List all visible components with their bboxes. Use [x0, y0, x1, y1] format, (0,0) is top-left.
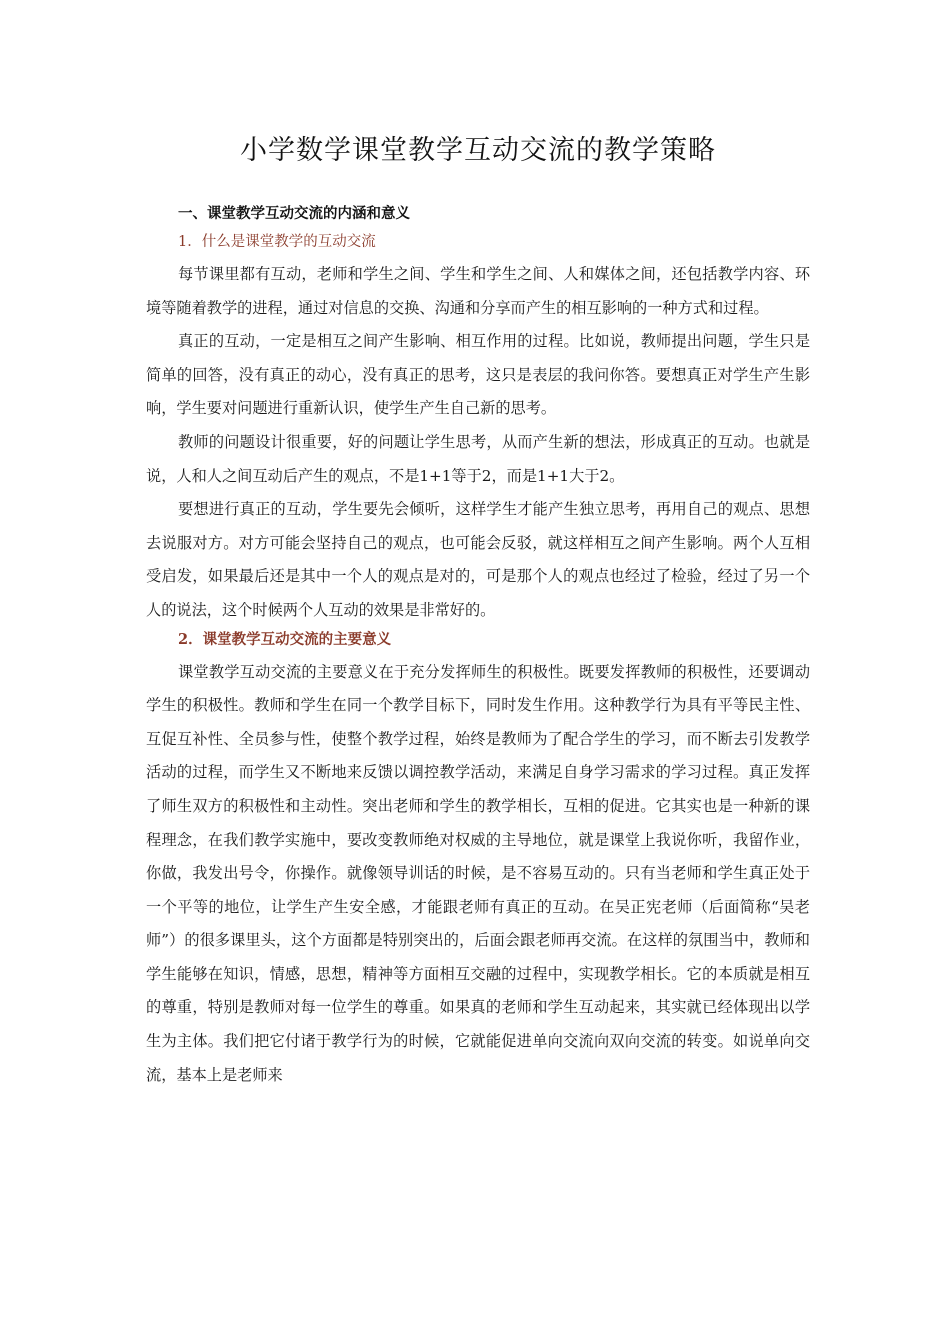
paragraph: 课堂教学互动交流的主要意义在于充分发挥师生的积极性。既要发挥教师的积极性，还要调动学生的积极性。教师和学生在同一个教学目标下，同时发生作用。这种教学行为具有平等民主性、互促互补性、全员参与性，使整个教学过程，始终是教师为了配合学生的学习，而不断去引发教学活动的过程，而学生又不断地来反馈以调控教学活动，来满足自身学习需求的学习过程。真正发挥了师生双方的积极性和主动性。突出老师和学生的教学相长，互相的促进。它其实也是一种新的课程理念，在我们教学实施中，要改变教师绝对权威的主导地位，就是课堂上我说你听，我留作业，你做，我发出号令，你操作。就像领导训话的时候，是不容易互动的。只有当老师和学生真正处于一个平等的地位，让学生产生安全感，才能跟老师有真正的互动。在吴正宪老师（后面简称“吴老师”）的很多课里头，这个方面都是特别突出的，后面会跟老师再交流。在这样的氛围当中，教师和学生能够在知识，情感，思想，精神等方面相互交融的过程中，实现教学相长。它的本质就是相互的尊重，特别是教师对每一位学生的尊重。如果真的老师和学生互动起来，其实就已经体现出以学生为主体。我们把它付诸于教学行为的时候，它就能促进单向交流向双向交流的转变。如说单向交流，基本上是老师来	[146, 662, 810, 1084]
section-1-heading: 一、课堂教学互动交流的内涵和意义	[178, 206, 410, 222]
paragraph: 教师的问题设计很重要，好的问题让学生思考，从而产生新的想法，形成真正的互动。也就是说，人和人之间互动后产生的观点，不是1+1等于2，而是1+1大于2。	[146, 432, 810, 485]
subsection-1-heading: 1．什么是课堂教学的互动交流	[178, 234, 376, 250]
document-body	[146, 128, 810, 1092]
paragraph: 每节课里都有互动，老师和学生之间、学生和学生之间、人和媒体之间，还包括教学内容、环境等随着教学的进程，通过对信息的交换、沟通和分享而产生的相互影响的一种方式和过程。	[146, 265, 810, 317]
paragraph: 要想进行真正的互动，学生要先会倾听，这样学生才能产生独立思考，再用自己的观点、思想去说服对方。对方可能会坚持自己的观点，也可能会反驳，就这样相互之间产生影响。两个人互相受启发，如果最后还是其中一个人的观点是对的，可是那个人的观点也经过了检验，经过了另一个人的说法，这个时候两个人互动的效果是非常好的。	[146, 500, 810, 619]
paragraph: 真正的互动，一定是相互之间产生影响、相互作用的过程。比如说，教师提出问题，学生只是简单的回答，没有真正的动心，没有真正的思考，这只是表层的我问你答。要想真正对学生产生影响，学生要对问题进行重新认识，使学生产生自己新的思考。	[146, 332, 810, 418]
document-title: 小学数学课堂教学互动交流的教学策略	[240, 135, 716, 166]
subsection-2-heading: 2．课堂教学互动交流的主要意义	[178, 630, 392, 648]
